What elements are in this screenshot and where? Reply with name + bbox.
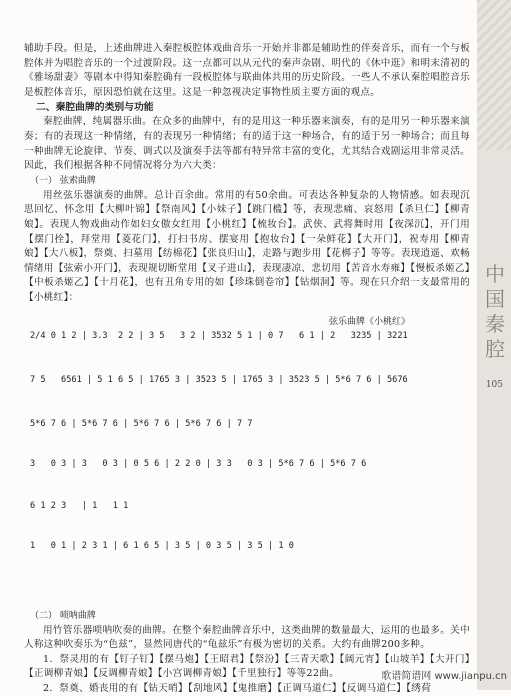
page-content <box>24 42 470 696</box>
watermark: 歌谱简谱网 www.jianpu.cn <box>381 671 507 682</box>
page-number: 105 <box>485 380 503 390</box>
subsection-heading: （一） 弦索曲牌 <box>30 175 96 186</box>
score-line: 3 0 3 | 3 0 3 | 0 5 6 | 2 2 0 | 3 3 0 3 | 5*6 7 6 | 5*6 7 6 <box>30 458 367 469</box>
section-heading: 二、秦腔曲牌的类别与功能 <box>36 102 154 114</box>
paragraph: 用丝弦乐器演奏的曲牌。总计百余曲。常用的有50余曲。可表达各种复杂的人物情感。如表现沉思回忆、怀念用【大柳叶锦】【祭南风】【小妹子】【跳门槛】等，表现悲痛、哀怒用【杀旦仁】【柳青娘】。表现人物戏曲动作如妇女傲女红用【小桃红】【梳妆台】。武侠、武将舞时用【夜深沉】，开门用【摆门拴】，拜堂用【菱花门】，打扫书房、摆宴用【抱妆台】【一朵鲜花】【大开门】，祝寿用【柳青娘】【大八板】，祭奠、扫墓用【纺棉花】【张良归山】，走路与跑步用【花梆子】等等。表现逍遥、欢畅情绪用【弦索小开门】，表现规切断堂用【叉子进山】，表现凄凉、悲切用【苦音水寿雍】【慢板杀姬乙】【中板杀姬乙】【十月花】，也有丑角专用的如【珍珠倒卷帘】【钻烟洞】等。现在只介绍一支最常用的【小桃红】： <box>24 189 470 303</box>
score-line: 7 5 6561 | 5 1 6 5 | 1765 3 | 3523 5 | 1765 3 | 3523 5 | 5*6 7 6 | 5676 <box>30 374 408 385</box>
title-char: 秦 <box>485 312 505 336</box>
list-item: 1．祭灵用的有【钉子钉】【摆马炮】【王昭君】【祭汾】【三青天歌】【阔元宵】【山坡羊】【大开门】【正调柳青娘】【反调柳青娘】【小宫调柳青娘】【千里独行】等等22曲。 <box>24 653 470 680</box>
decorative-pattern <box>477 0 511 150</box>
score-title: 弦乐曲牌《小桃红》 <box>328 316 410 327</box>
score-line: 1 0 1 | 2 3 1 | 6 1 6 5 | 3 5 | 0 3 5 | 3 5 | 1 0 <box>30 540 294 551</box>
page-sidebar <box>477 0 511 690</box>
title-char: 腔 <box>485 337 505 361</box>
music-score <box>24 329 470 609</box>
title-char: 中 <box>485 262 505 286</box>
score-line: 6 1 2 3 | 1 1 1 <box>30 500 129 511</box>
score-line: 2/4 0 1 2 | 3.3 2 2 | 3 5 3 2 | 3532 5 1 | 0 7 6 1 | 2 3235 | 3221 <box>30 330 408 341</box>
paragraph: 用竹管乐器唢呐吹奏的曲牌。在整个秦腔曲牌音乐中，这类曲牌的数量最大，运用的也最多。关中人称这种吹奏乐为“色兹”，显然同唐代的“龟兹乐”有极为密切的关系。大约有曲牌200多种。 <box>24 624 470 651</box>
list-item: 2．祭奠、婚丧用的有【钻天哨】【刮地风】【鬼推磨】【正调马道仁】【反调马道仁】【绣荷 <box>43 682 432 694</box>
paragraph: 秦腔曲牌，纯属器乐曲。在众多的曲牌中，有的是用这一种乐器来演奏，有的是用另一种乐器来演奏；有的表现这一种情绪，有的表现另一种情绪；有的适于这一种场合，有的适于另一种场合；而且每一种曲牌无论旋律、节奏、调式以及演奏手法等都有特异常丰富的变化，尤其结合戏剧运用非常灵活。因此，我们根据各种不同情况将分为六大类： <box>24 116 470 172</box>
score-line: 5*6 7 6 | 5*6 7 6 | 5*6 7 6 | 5*6 7 6 | 7 7 <box>30 418 253 429</box>
book-title-vertical <box>483 262 507 362</box>
title-char: 国 <box>485 287 505 311</box>
subsection-heading: （二） 唢呐曲牌 <box>30 610 96 621</box>
paragraph: 辅助手段。但是，上述曲牌进入秦腔板腔体戏曲音乐一开始并非都是辅助性的伴奏音乐，而有一个与板腔体并为唱腔音乐的一个过渡阶段。这一点都可以从元代的秦声杂剧、明代的《休中逛》和明末清初的《雅场甜妻》等剧本中得知秦腔确有一段板腔体与联曲体共用的历史阶段。一些人不承认秦腔唱腔音乐是板腔体音乐，原因恐怕就在这里。这是一种忽视决定事物性质主要方面的观点。 <box>24 43 470 98</box>
